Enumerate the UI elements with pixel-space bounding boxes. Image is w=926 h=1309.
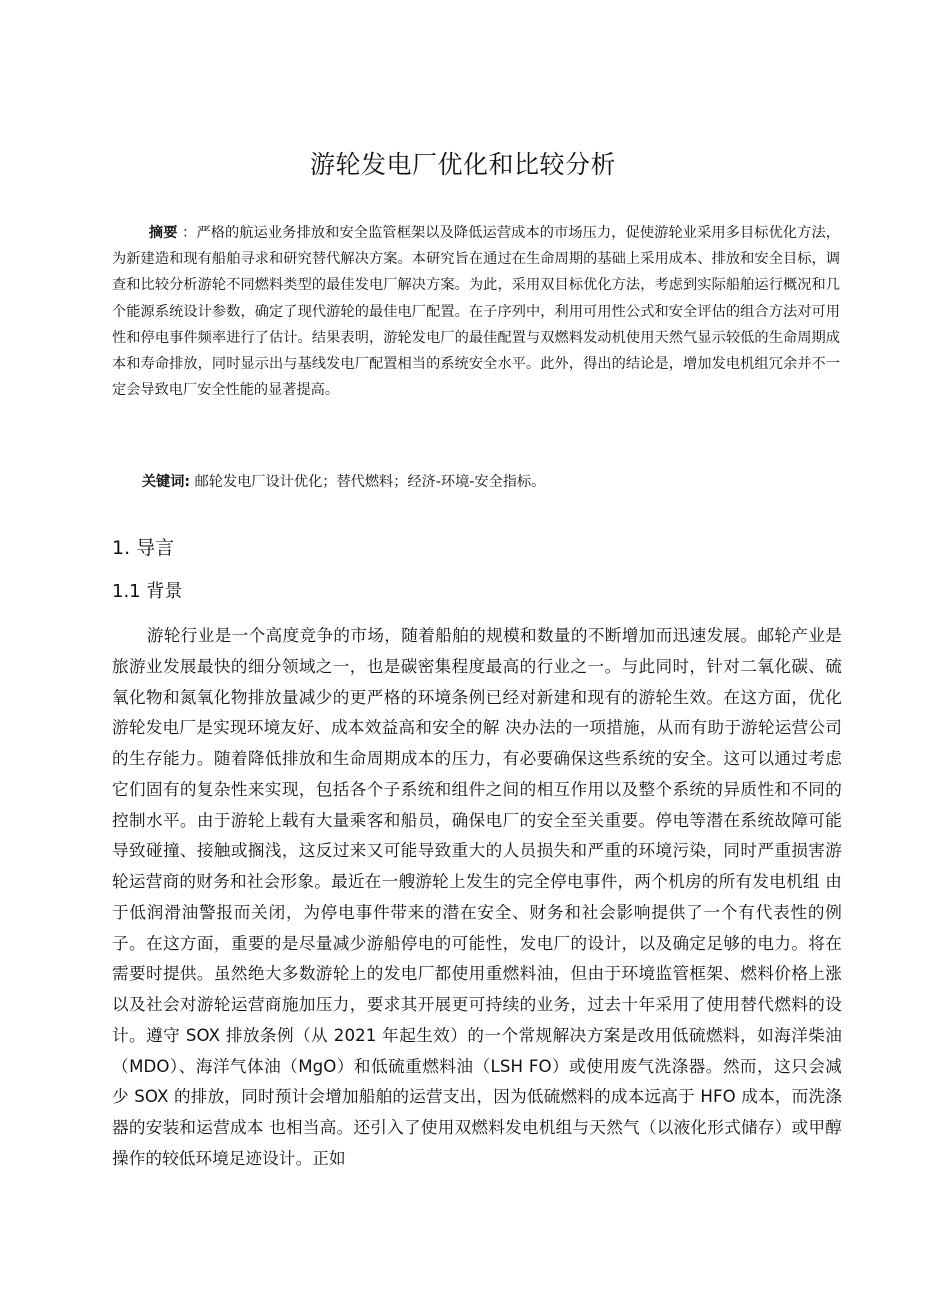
keywords-text: 邮轮发电厂设计优化；替代燃料；经济-环境-安全指标。: [190, 474, 546, 490]
keywords-label: 关键词:: [141, 474, 191, 490]
abstract-text: ：严格的航运业务排放和安全监管框架以及降低运营成本的市场压力，促使游轮业采用多目标优化方法，为新建造和现有船舶寻求和研究替代解决方案。本研究旨在通过在生命周期的基础上采用成本、排放和安全目标，调查和比较分析游轮不同燃料类型的最佳发电厂解决方案。为此，采用双目标优化方法，考虑到实际船舶运行概况和几个能源系统设计参数，确定了现代游轮的最佳电厂配置。在子序列中，利用可用性公式和安全评估的组合方法对可用性和停电事件频率进行了估计。结果表明，游轮发电厂的最佳配置与双燃料发动机使用天然气显示较低的生命周期成本和寿命排放，同时显示出与基线发电厂配置相当的系统安全水平。此外，得出的结论是，增加发电机组冗余并不一定会导致电厂安全性能的显著提高。: [112, 225, 840, 399]
abstract-label: 摘要: [148, 225, 178, 241]
section-heading-introduction: 1. 导言: [112, 537, 175, 559]
page-title: 游轮发电厂优化和比较分析: [309, 150, 616, 179]
subsection-heading-background: 1.1 背景: [112, 581, 183, 602]
body-paragraph: 游轮行业是一个高度竞争的市场，随着船舶的规模和数量的不断增加而迅速发展。邮轮产业是旅游业发展最快的细分领域之一，也是碳密集程度最高的行业之一。与此同时，针对二氧化碳、硫氧化物和氮氧化物排放量减少的更严格的环境条例已经对新建和现有的游轮生效。在这方面，优化游轮发电厂是实现环境友好、成本效益高和安全的解 决办法的一项措施，从而有助于游轮运营公司的生存能力。随着降低排放和生命周期成本的压力，有必要确保这些系统的安全。这可以通过考虑它们固有的复杂性来实现，包括各个子系统和组件之间的相互作用以及整个系统的异质性和不同的控制水平。由于游轮上载有大量乘客和船员，确保电厂的安全至关重要。停电等潜在系统故障可能导致碰撞、接触或搁浅，这反过来又可能导致重大的人员损失和严重的环境污染，同时严重损害游轮运营商的财务和社会形象。最近在一艘游轮上发生的完全停电事件，两个机房的所有发电机组 由于低润滑油警报而关闭，为停电事件带来的潜在安全、财务和社会影响提供了一个有代表性的例子。在这方面，重要的是尽量减少游船停电的可能性，发电厂的设计，以及确定足够的电力。将在需要时提供。虽然绝大多数游轮上的发电厂都使用重燃料油，但由于环境监管框架、燃料价格上涨以及社会对游轮运营商施加压力，要求其开展更可持续的业务，过去十年采用了使用替代燃料的设计。遵守 SOX 排放条例（从 2021 年起生效）的一个常规解决方案是改用低硫燃料，如海洋柴油（MDO）、海洋气体油（MgO）和低硫重燃料油（LSH FO）或使用废气洗涤器。然而，这只会减少 SOX 的排放，同时预计会增加船舶的运营支出，因为低硫燃料的成本远高于 HFO 成本，而洗涤器的安装和运营成本 也相当高。还引入了使用双燃料发电机组与天然气（以液化形式储存）或甲醇操作的较低环境足迹设计。正如: [112, 626, 842, 1168]
keywords-line: [112, 469, 840, 495]
abstract-paragraph: [112, 220, 840, 403]
